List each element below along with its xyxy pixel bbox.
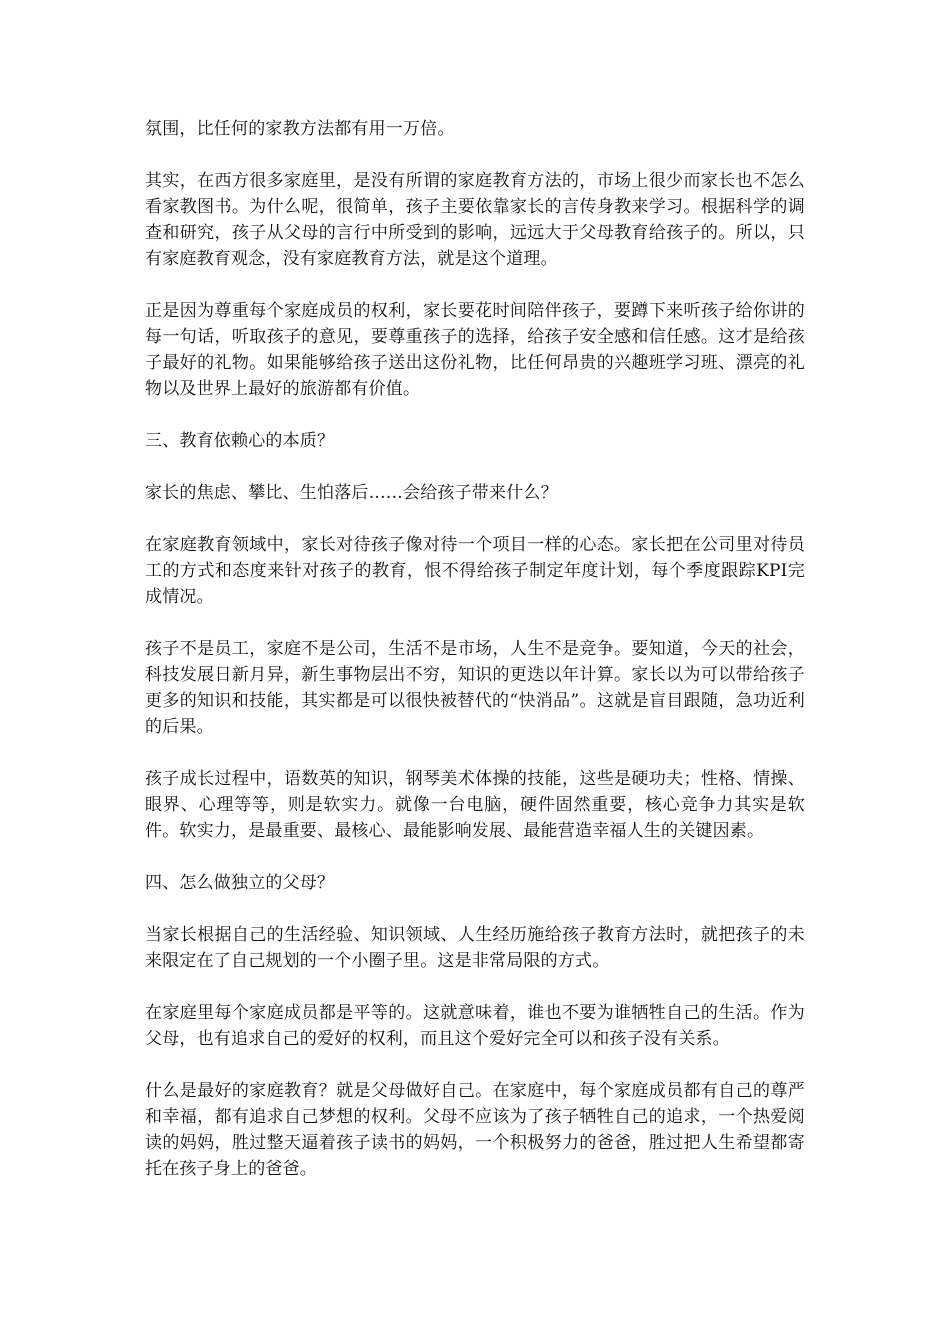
paragraph-limited-methods: 当家长根据自己的生活经验、知识领域、人生经历施给孩子教育方法时，就把孩子的未来限定在了自己规划的一个小圈子里。这是非常局限的方式。 (145, 925, 805, 971)
paragraph-child-not-employee: 孩子不是员工，家庭不是公司，生活不是市场，人生不是竞争。要知道，今天的社会，科技发展日新月异，新生事物层出不穷，知识的更迭以年计算。家长以为可以带给孩子更多的知识和技能，其实都是可以很快被替代的“快消品”。这就是盲目跟随，急功近利的后果。 (145, 639, 805, 737)
section-heading-4: 四、怎么做独立的父母？ (145, 873, 335, 893)
paragraph-western-families: 其实，在西方很多家庭里，是没有所谓的家庭教育方法的，市场上很少而家长也不怎么看家教图书。为什么呢，很简单，孩子主要依靠家长的言传身教来学习。根据科学的调查和研究，孩子从父母的言行中所受到的影响，远远大于父母教育给孩子的。所以，只有家庭教育观念，没有家庭教育方法，就是这个道理。 (145, 171, 805, 269)
paragraph-soft-power: 孩子成长过程中，语数英的知识，钢琴美术体操的技能，这些是硬功夫；性格、情操、眼界、心理等等，则是软实力。就像一台电脑，硬件固然重要，核心竞争力其实是软件。软实力，是最重要、最核心、最能影响发展、最能营造幸福人生的关键因素。 (145, 769, 805, 841)
paragraph-best-education: 什么是最好的家庭教育？就是父母做好自己。在家庭中，每个家庭成员都有自己的尊严和幸福，都有追求自己梦想的权利。父母不应该为了孩子牺牲自己的追求，一个热爱阅读的妈妈，胜过整天逼着孩子读书的妈妈，一个积极努力的爸爸，胜过把人生希望都寄托在孩子身上的爸爸。 (145, 1081, 805, 1179)
paragraph-intro-continuation: 氛围，比任何的家教方法都有用一万倍。 (145, 119, 455, 139)
paragraph-respect-rights: 正是因为尊重每个家庭成员的权利，家长要花时间陪伴孩子，要蹲下来听孩子给你讲的每一句话，听取孩子的意见，要尊重孩子的选择，给孩子安全感和信任感。这才是给孩子最好的礼物。如果能够给孩子送出这份礼物，比任何昂贵的兴趣班学习班、漂亮的礼物以及世界上最好的旅游都有价值。 (145, 301, 805, 399)
paragraph-project-mindset: 在家庭教育领域中，家长对待孩子像对待一个项目一样的心态。家长把在公司里对待员工的方式和态度来针对孩子的教育，恨不得给孩子制定年度计划，每个季度跟踪KPI完成情况。 (145, 535, 805, 607)
section-heading-3: 三、教育依赖心的本质？ (145, 431, 335, 451)
paragraph-equal-members: 在家庭里每个家庭成员都是平等的。这就意味着，谁也不要为谁牺牲自己的生活。作为父母，也有追求自己的爱好的权利，而且这个爱好完全可以和孩子没有关系。 (145, 1003, 805, 1049)
paragraph-anxiety-question: 家长的焦虑、攀比、生怕落后……会给孩子带来什么？ (145, 483, 558, 503)
document-page (145, 116, 805, 1208)
